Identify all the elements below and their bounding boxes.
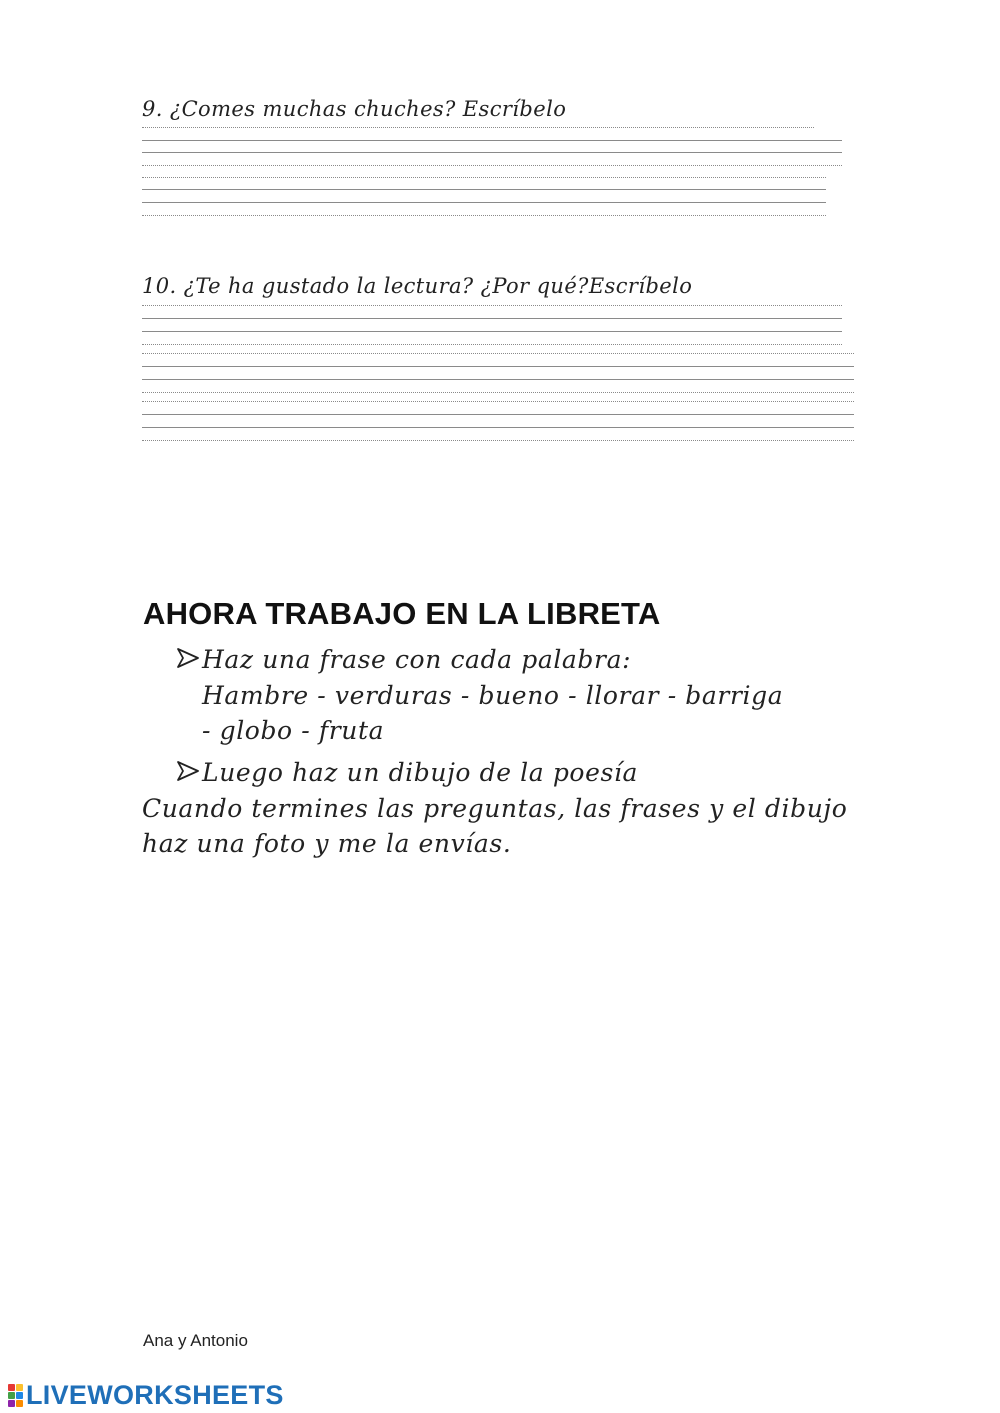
liveworksheets-logo[interactable]: [8, 1380, 284, 1410]
arrow-bullet-icon: [176, 760, 200, 782]
logo-blocks-icon: [8, 1384, 23, 1407]
instruction-1-line-1: Haz una frase con cada palabra:: [202, 645, 632, 674]
logo-text: LIVEWORKSHEETS: [26, 1379, 284, 1410]
section-heading: AHORA TRABAJO EN LA LIBRETA: [143, 596, 661, 631]
instruction-1-line-3: - globo - fruta: [202, 716, 385, 745]
closing-line-2: haz una foto y me la envías.: [142, 829, 512, 858]
instruction-2: Luego haz un dibujo de la poesía: [202, 758, 638, 787]
closing-line-1: Cuando termines las preguntas, las frases y el dibujo: [142, 794, 848, 823]
question-10-prompt: 10. ¿Te ha gustado la lectura? ¿Por qué?Escríbelo: [142, 274, 693, 298]
instruction-1-line-2: Hambre - verduras - bueno - llorar - barriga: [202, 681, 784, 710]
author-footer: Ana y Antonio: [143, 1331, 248, 1350]
arrow-bullet-icon: [176, 647, 200, 669]
question-9-prompt: 9. ¿Comes muchas chuches? Escríbelo: [142, 97, 567, 121]
